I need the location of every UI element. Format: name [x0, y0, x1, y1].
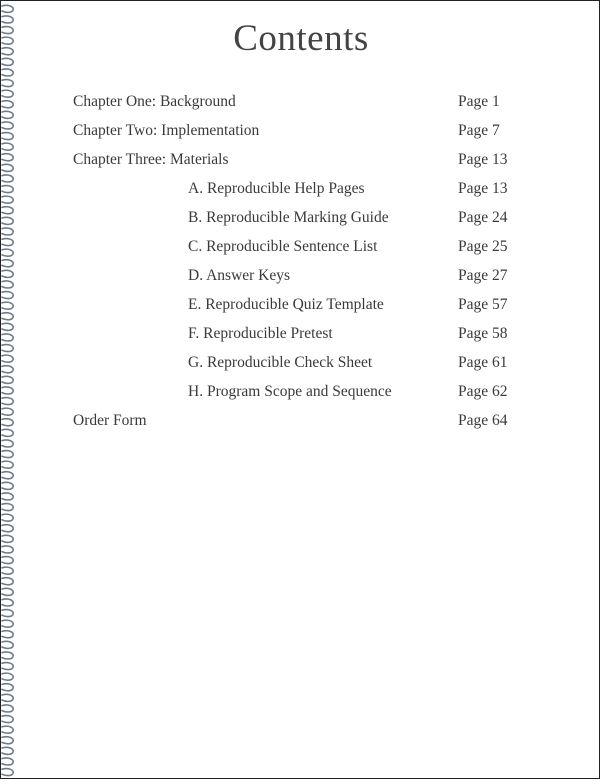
toc-entry-scope-sequence	[1, 380, 600, 409]
coil-loop	[2, 493, 13, 500]
toc-entry-page: Page 57	[458, 296, 508, 313]
coil-loop	[2, 578, 13, 585]
toc-entry-page: Page 64	[458, 412, 508, 429]
coil-loop	[2, 610, 13, 617]
toc-entry-page: Page 7	[458, 122, 500, 139]
table-of-contents	[1, 90, 600, 438]
coil-loop	[2, 588, 13, 595]
toc-entry-page: Page 25	[458, 238, 508, 255]
toc-entry-label: Chapter One: Background	[73, 93, 236, 110]
toc-entry-page: Page 27	[458, 267, 508, 284]
toc-entry-pretest	[1, 322, 600, 351]
coil-loop	[2, 631, 13, 638]
coil-loop	[2, 769, 13, 776]
toc-entry-label: Chapter Three: Materials	[73, 151, 229, 168]
toc-entry-chapter-two	[1, 119, 600, 148]
coil-loop	[2, 514, 13, 521]
toc-entry-answer-keys	[1, 264, 600, 293]
coil-loop	[2, 461, 13, 468]
coil-loop	[2, 546, 13, 553]
toc-entry-page: Page 24	[458, 209, 508, 226]
coil-loop	[2, 80, 13, 87]
toc-entry-check-sheet	[1, 351, 600, 380]
toc-entry-label: Chapter Two: Implementation	[73, 122, 260, 139]
toc-entry-label: G. Reproducible Check Sheet	[188, 354, 373, 371]
coil-loop	[2, 737, 13, 744]
coil-loop	[2, 694, 13, 701]
coil-loop	[2, 557, 13, 564]
coil-loop	[2, 504, 13, 511]
toc-entry-help-pages	[1, 177, 600, 206]
toc-entry-label: D. Answer Keys	[188, 267, 291, 284]
toc-entry-quiz-template	[1, 293, 600, 322]
toc-entry-page: Page 62	[458, 383, 508, 400]
toc-entry-page: Page 13	[458, 151, 508, 168]
coil-loop	[2, 535, 13, 542]
coil-loop	[2, 451, 13, 458]
coil-loop	[2, 758, 13, 765]
coil-loop	[2, 69, 13, 76]
coil-loop	[2, 663, 13, 670]
coil-loop	[2, 747, 13, 754]
toc-entry-label: B. Reproducible Marking Guide	[188, 209, 389, 226]
coil-loop	[2, 472, 13, 479]
toc-entry-page: Page 58	[458, 325, 508, 342]
toc-entry-label: F. Reproducible Pretest	[188, 325, 333, 342]
toc-entry-label: Order Form	[73, 412, 147, 429]
coil-loop	[2, 641, 13, 648]
toc-entry-marking-guide	[1, 206, 600, 235]
toc-entry-label: C. Reproducible Sentence List	[188, 238, 378, 255]
coil-loop	[2, 716, 13, 723]
coil-loop	[2, 652, 13, 659]
toc-entry-chapter-one	[1, 90, 600, 119]
coil-loop	[2, 482, 13, 489]
toc-entry-label: H. Program Scope and Sequence	[188, 383, 392, 400]
coil-loop	[2, 684, 13, 691]
toc-entry-page: Page 13	[458, 180, 508, 197]
toc-entry-chapter-three	[1, 148, 600, 177]
toc-entry-sentence-list	[1, 235, 600, 264]
coil-loop	[2, 525, 13, 532]
coil-loop	[2, 599, 13, 606]
coil-loop	[2, 673, 13, 680]
coil-loop	[2, 567, 13, 574]
coil-loop	[2, 5, 13, 12]
coil-loop	[2, 726, 13, 733]
toc-entry-page: Page 1	[458, 93, 500, 110]
toc-entry-order-form	[1, 409, 600, 438]
toc-entry-label: E. Reproducible Quiz Template	[188, 296, 384, 313]
toc-entry-page: Page 61	[458, 354, 508, 371]
coil-loop	[2, 620, 13, 627]
coil-loop	[2, 440, 13, 447]
toc-entry-label: A. Reproducible Help Pages	[188, 180, 365, 197]
page-title: Contents	[233, 18, 369, 59]
coil-loop	[2, 705, 13, 712]
